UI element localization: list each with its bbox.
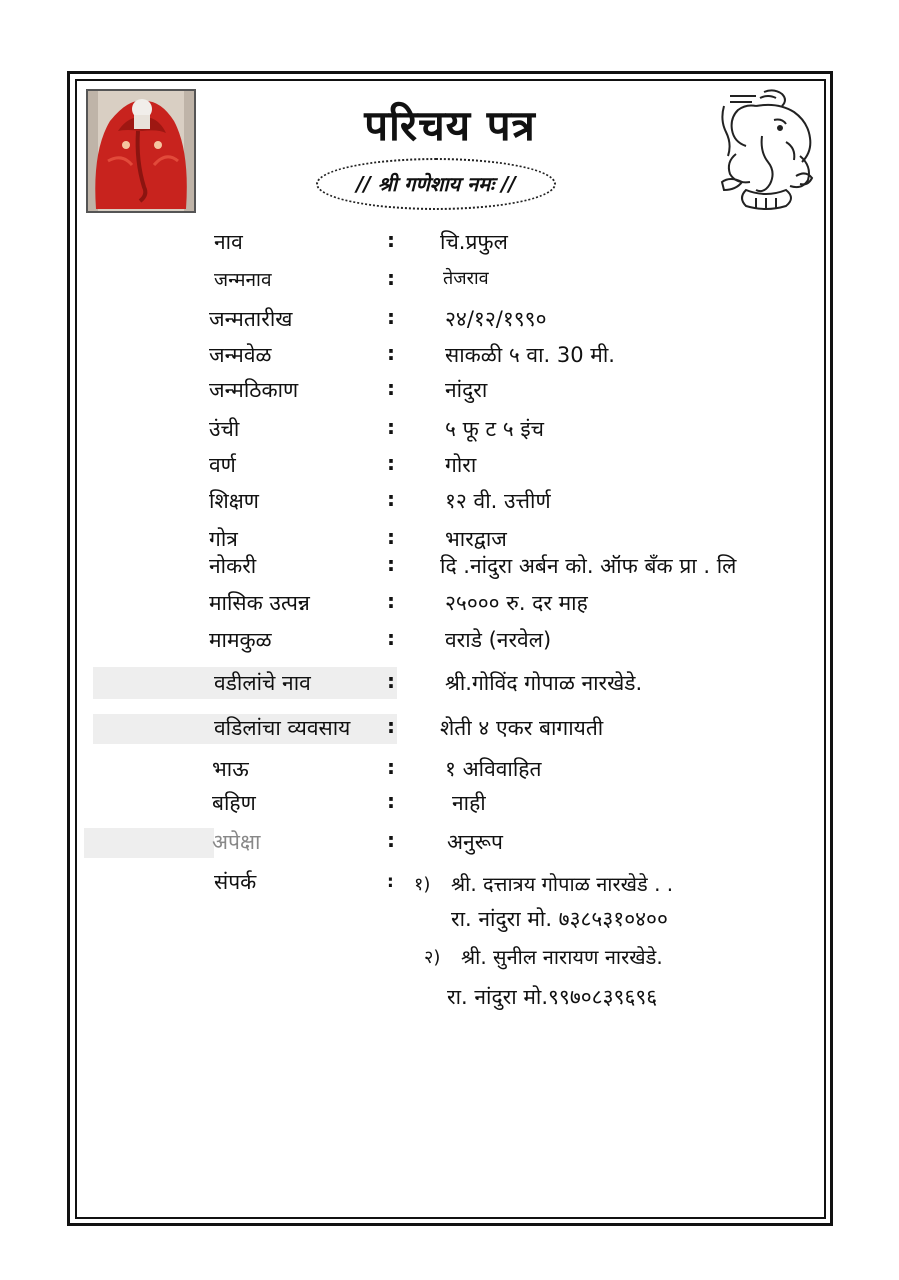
- row-colon: :: [387, 525, 395, 549]
- detail-row: [0, 626, 899, 660]
- row-value: शेती ४ एकर बागायती: [440, 716, 604, 740]
- row-value: भारद्वाज: [445, 527, 507, 551]
- row-value: १ अविवाहित: [445, 757, 542, 781]
- row-colon: :: [387, 589, 395, 613]
- row-value: तेजराव: [443, 268, 489, 289]
- row-label: जन्मतारीख: [209, 307, 293, 331]
- row-label: बहिण: [212, 791, 256, 815]
- row-colon: :: [387, 266, 395, 290]
- detail-row: [0, 266, 899, 300]
- contact-address: रा. नांदुरा मो. ७३८५३१०४००: [451, 907, 668, 931]
- row-value: साकळी ५ वा. 30 मी.: [445, 343, 615, 367]
- row-colon: :: [387, 451, 395, 475]
- row-value: दि .नांदुरा अर्बन को. ऑफ बँक प्रा . लि: [440, 554, 737, 578]
- deity-photo: [86, 89, 196, 213]
- contact-index: २): [424, 947, 441, 968]
- row-label: वर्ण: [209, 453, 236, 477]
- detail-row: [0, 755, 899, 789]
- detail-row: [0, 828, 899, 862]
- contact-address: रा. नांदुरा मो.९९७०८३९६९६: [447, 985, 658, 1009]
- row-value: नाही: [452, 791, 486, 815]
- detail-row: [0, 305, 899, 339]
- row-label: जन्मठिकाण: [209, 378, 299, 402]
- row-colon: :: [387, 376, 395, 400]
- row-label: मामकुळ: [209, 628, 272, 652]
- row-label: नोकरी: [209, 554, 257, 578]
- row-colon: :: [387, 714, 395, 738]
- row-value: २४/१२/१९९०: [445, 307, 547, 331]
- row-label: वडीलांचे नाव: [214, 671, 311, 695]
- row-colon: :: [387, 755, 395, 779]
- row-label: उंची: [209, 417, 240, 441]
- detail-row: [0, 487, 899, 521]
- row-label: जन्मनाव: [214, 269, 272, 291]
- detail-row: [0, 789, 899, 823]
- row-value: नांदुरा: [445, 378, 488, 402]
- row-colon: :: [387, 626, 395, 650]
- detail-row: [0, 589, 899, 623]
- row-label: मासिक उत्पन्न: [209, 591, 310, 615]
- contact-index: १): [414, 874, 431, 895]
- row-value: २५००० रु. दर माह: [445, 591, 588, 615]
- row-value: १२ वी. उत्तीर्ण: [445, 489, 551, 513]
- detail-row-contact: [0, 868, 899, 902]
- row-colon: :: [387, 487, 395, 511]
- row-colon: :: [387, 415, 395, 439]
- row-value: वराडे (नरवेल): [445, 628, 552, 652]
- detail-row: [0, 669, 899, 703]
- contact-name: श्री. सुनील नारायण नारखेडे.: [461, 945, 663, 969]
- invocation-text: // श्री गणेशाय नमः //: [356, 172, 516, 196]
- row-colon: :: [387, 228, 395, 252]
- detail-row: [0, 376, 899, 410]
- detail-row: [0, 552, 899, 586]
- row-colon: :: [387, 552, 395, 576]
- row-label: भाऊ: [212, 757, 249, 781]
- row-value: चि.प्रफुल: [440, 230, 508, 254]
- row-value: ५ फू ट ५ इंच: [445, 417, 544, 441]
- row-label: गोत्र: [209, 527, 238, 551]
- detail-row: [0, 341, 899, 375]
- detail-row: [0, 714, 899, 748]
- detail-row: [0, 451, 899, 485]
- contact-name: श्री. दत्तात्रय गोपाळ नारखेडे . .: [451, 872, 674, 896]
- row-colon: :: [387, 789, 395, 813]
- row-label: जन्मवेळ: [209, 343, 272, 367]
- detail-row: [0, 415, 899, 449]
- row-value: अनुरूप: [447, 830, 503, 854]
- row-value: श्री.गोविंद गोपाळ नारखेडे.: [445, 671, 643, 695]
- row-label: नाव: [214, 230, 243, 254]
- row-colon: :: [387, 828, 395, 852]
- detail-row: [0, 228, 899, 262]
- row-label: वडिलांचा व्यवसाय: [214, 716, 351, 740]
- row-colon: :: [387, 305, 395, 329]
- row-colon: :: [387, 341, 395, 365]
- row-value: गोरा: [445, 453, 477, 477]
- row-label: शिक्षण: [209, 489, 259, 513]
- row-colon: :: [387, 872, 394, 892]
- ganesh-illustration: [716, 86, 818, 216]
- row-colon: :: [387, 669, 395, 693]
- row-label: अपेक्षा: [212, 830, 261, 854]
- row-label: संपर्क: [214, 870, 257, 894]
- page-title: परिचय पत्र: [364, 101, 536, 150]
